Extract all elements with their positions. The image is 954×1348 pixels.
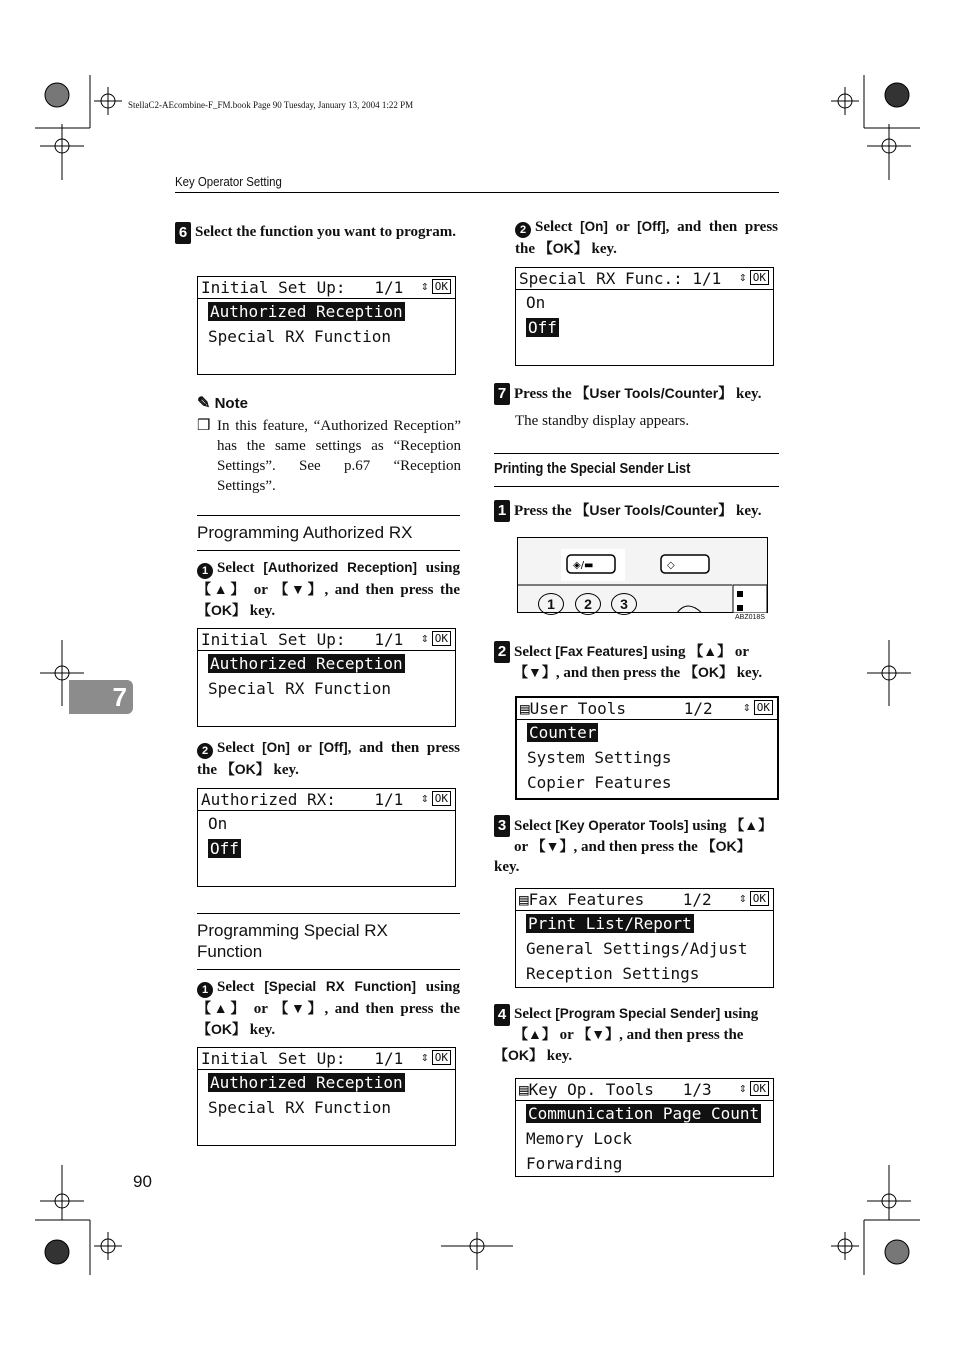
lcd-screen-authorized-rx: Authorized RX: 1/1 ⇕ OK On Off [197, 788, 456, 887]
number-key-1: 1 [538, 593, 564, 615]
note-label: Note [214, 395, 248, 412]
check-key-icon: ◇ [667, 560, 675, 571]
lcd-line: Special RX Function [208, 679, 392, 698]
lcd-line-selected: Counter [529, 723, 597, 742]
substep-number: 1 [197, 982, 213, 998]
lcd-line: Special RX Function [208, 1098, 392, 1117]
step-number: 3 [494, 815, 510, 837]
lcd-screen-fax-features: ▤Fax Features 1/2 ⇕ OK Print List/Report General Settings/Adjust Reception Settings [515, 888, 774, 988]
lcd-screen-special-rx-func: Special RX Func.: 1/1 ⇕ OK On Off [515, 267, 774, 366]
user-tools-key-icon: ◈/▬ [573, 560, 594, 571]
lcd-line-selected: Authorized Reception [210, 1073, 403, 1092]
lcd-line-selected: Print List/Report [528, 914, 692, 933]
lcd-line: Special RX Function [208, 327, 392, 346]
step-2: 2 Select [Fax Features] using 【▲】 or 【▼】, and then press the 【OK】 key. [494, 641, 779, 683]
lcd-line: Copier Features [527, 773, 672, 792]
section-rule [494, 453, 779, 454]
lcd-line: General Settings/Adjust [526, 939, 748, 958]
lcd-line: System Settings [527, 748, 672, 767]
section-rule [197, 550, 460, 551]
lcd-line-selected: Authorized Reception [210, 654, 403, 673]
lcd-screen-initial-setup [197, 276, 456, 375]
file-meta: StellaC2-AEcombine-F_FM.book Page 90 Tuesday, January 13, 2004 1:22 PM [128, 100, 414, 110]
lcd-line: Memory Lock [526, 1129, 632, 1148]
menu-icon: ▤ [519, 890, 529, 909]
step-7: 7 Press the 【User Tools/Counter】 key. The standby display appears. [494, 383, 779, 431]
lcd-screen-user-tools: ▤User Tools 1/2 ⇕ OK Counter System Settings Copier Features [515, 696, 779, 800]
section-rule [197, 913, 460, 914]
pencil-icon: ✎ [197, 395, 211, 412]
step-number: 7 [494, 383, 510, 405]
substep-2: 2 Select [On] or [Off], and then press the 【OK】 key. [197, 740, 460, 778]
step-3: 3 Select [Key Operator Tools] using 【▲】 or 【▼】, and then press the 【OK】 key. [494, 817, 773, 875]
section-title: Programming Authorized RX [197, 523, 413, 542]
lcd-line-selected: Off [210, 839, 239, 858]
up-down-ok-icon: ⇕ OK [421, 791, 451, 807]
step-4: 4 Select [Program Special Sender] using 【▲】 or 【▼】, and then press the 【OK】 key. [494, 1006, 759, 1064]
step-text: Select the function you want to program. [195, 224, 456, 240]
step-number: 6 [175, 222, 191, 244]
page-number: 90 [133, 1172, 152, 1191]
up-down-ok-icon: ⇕ OK [421, 631, 451, 647]
step-number: 1 [494, 500, 510, 522]
substep-2: 2 Select [On] or [Off], and then press the 【OK】 key. [515, 219, 778, 257]
running-header: Key Operator Setting [175, 174, 282, 189]
menu-icon: ▤ [520, 699, 530, 718]
lcd-line: Reception Settings [526, 964, 700, 983]
step-result: The standby display appears. [515, 413, 690, 429]
substep-1: 1 Select [Authorized Reception] using 【▲】 or 【▼】, and then press the 【OK】 key. [197, 560, 460, 619]
lcd-line: Forwarding [526, 1154, 623, 1173]
section-title: Printing the Special Sender List [494, 461, 691, 477]
lcd-title: Initial Set Up: 1/1 ⇕ OK [198, 277, 455, 299]
lcd-screen-initial-setup: Initial Set Up: 1/1 ⇕ OK Authorized Reception Special RX Function [197, 1047, 456, 1146]
lcd-screen-key-op-tools: ▤Key Op. Tools 1/3 ⇕ OK Communication Page Count Memory Lock Forwarding [515, 1078, 774, 1177]
up-down-ok-icon: ⇕ OK [739, 1081, 769, 1097]
substep-1: 1 Select [Special RX Function] using 【▲】 or 【▼】, and then press the 【OK】 key. [197, 979, 460, 1038]
note-text: In this feature, “Authorized Reception” has the same settings as “Reception Settings”. See p.67 “Reception Settings”. [217, 418, 461, 494]
section-rule [197, 515, 460, 516]
substep-number: 2 [515, 222, 531, 238]
section-title: Programming Special RX Function [197, 921, 388, 961]
checkbox-bullet-icon: ❒ [197, 418, 211, 434]
step-1: 1 Press the 【User Tools/Counter】 key. [494, 500, 779, 522]
step-number: 2 [494, 641, 510, 663]
up-down-ok-icon: ⇕ OK [739, 891, 769, 907]
menu-icon: ▤ [519, 1080, 529, 1099]
step-number: 4 [494, 1004, 510, 1026]
up-down-ok-icon: ⇕ OK [421, 279, 451, 295]
chapter-tab: 7 [69, 680, 133, 714]
note-block [197, 394, 461, 496]
substep-number: 2 [197, 743, 213, 759]
substep-number: 1 [197, 563, 213, 579]
header-rule [175, 192, 779, 193]
up-down-ok-icon: ⇕ OK [743, 700, 773, 716]
lcd-line: On [526, 293, 546, 312]
lcd-line-selected: Communication Page Count [528, 1104, 760, 1123]
number-key-2: 2 [575, 593, 601, 615]
figure-caption: ABZ018S [735, 614, 765, 621]
up-down-ok-icon: ⇕ OK [739, 270, 769, 286]
up-down-ok-icon: ⇕ OK [421, 1050, 451, 1066]
lcd-line-selected: Off [528, 318, 557, 337]
number-key-3: 3 [611, 593, 637, 615]
step-6 [175, 222, 460, 244]
section-rule [197, 969, 460, 970]
lcd-line: On [208, 814, 228, 833]
lcd-screen-initial-setup: Initial Set Up: 1/1 ⇕ OK Authorized Reception Special RX Function [197, 628, 456, 727]
control-panel-illustration [517, 537, 768, 613]
lcd-line-selected: Authorized Reception [210, 302, 403, 321]
section-rule [494, 486, 779, 487]
